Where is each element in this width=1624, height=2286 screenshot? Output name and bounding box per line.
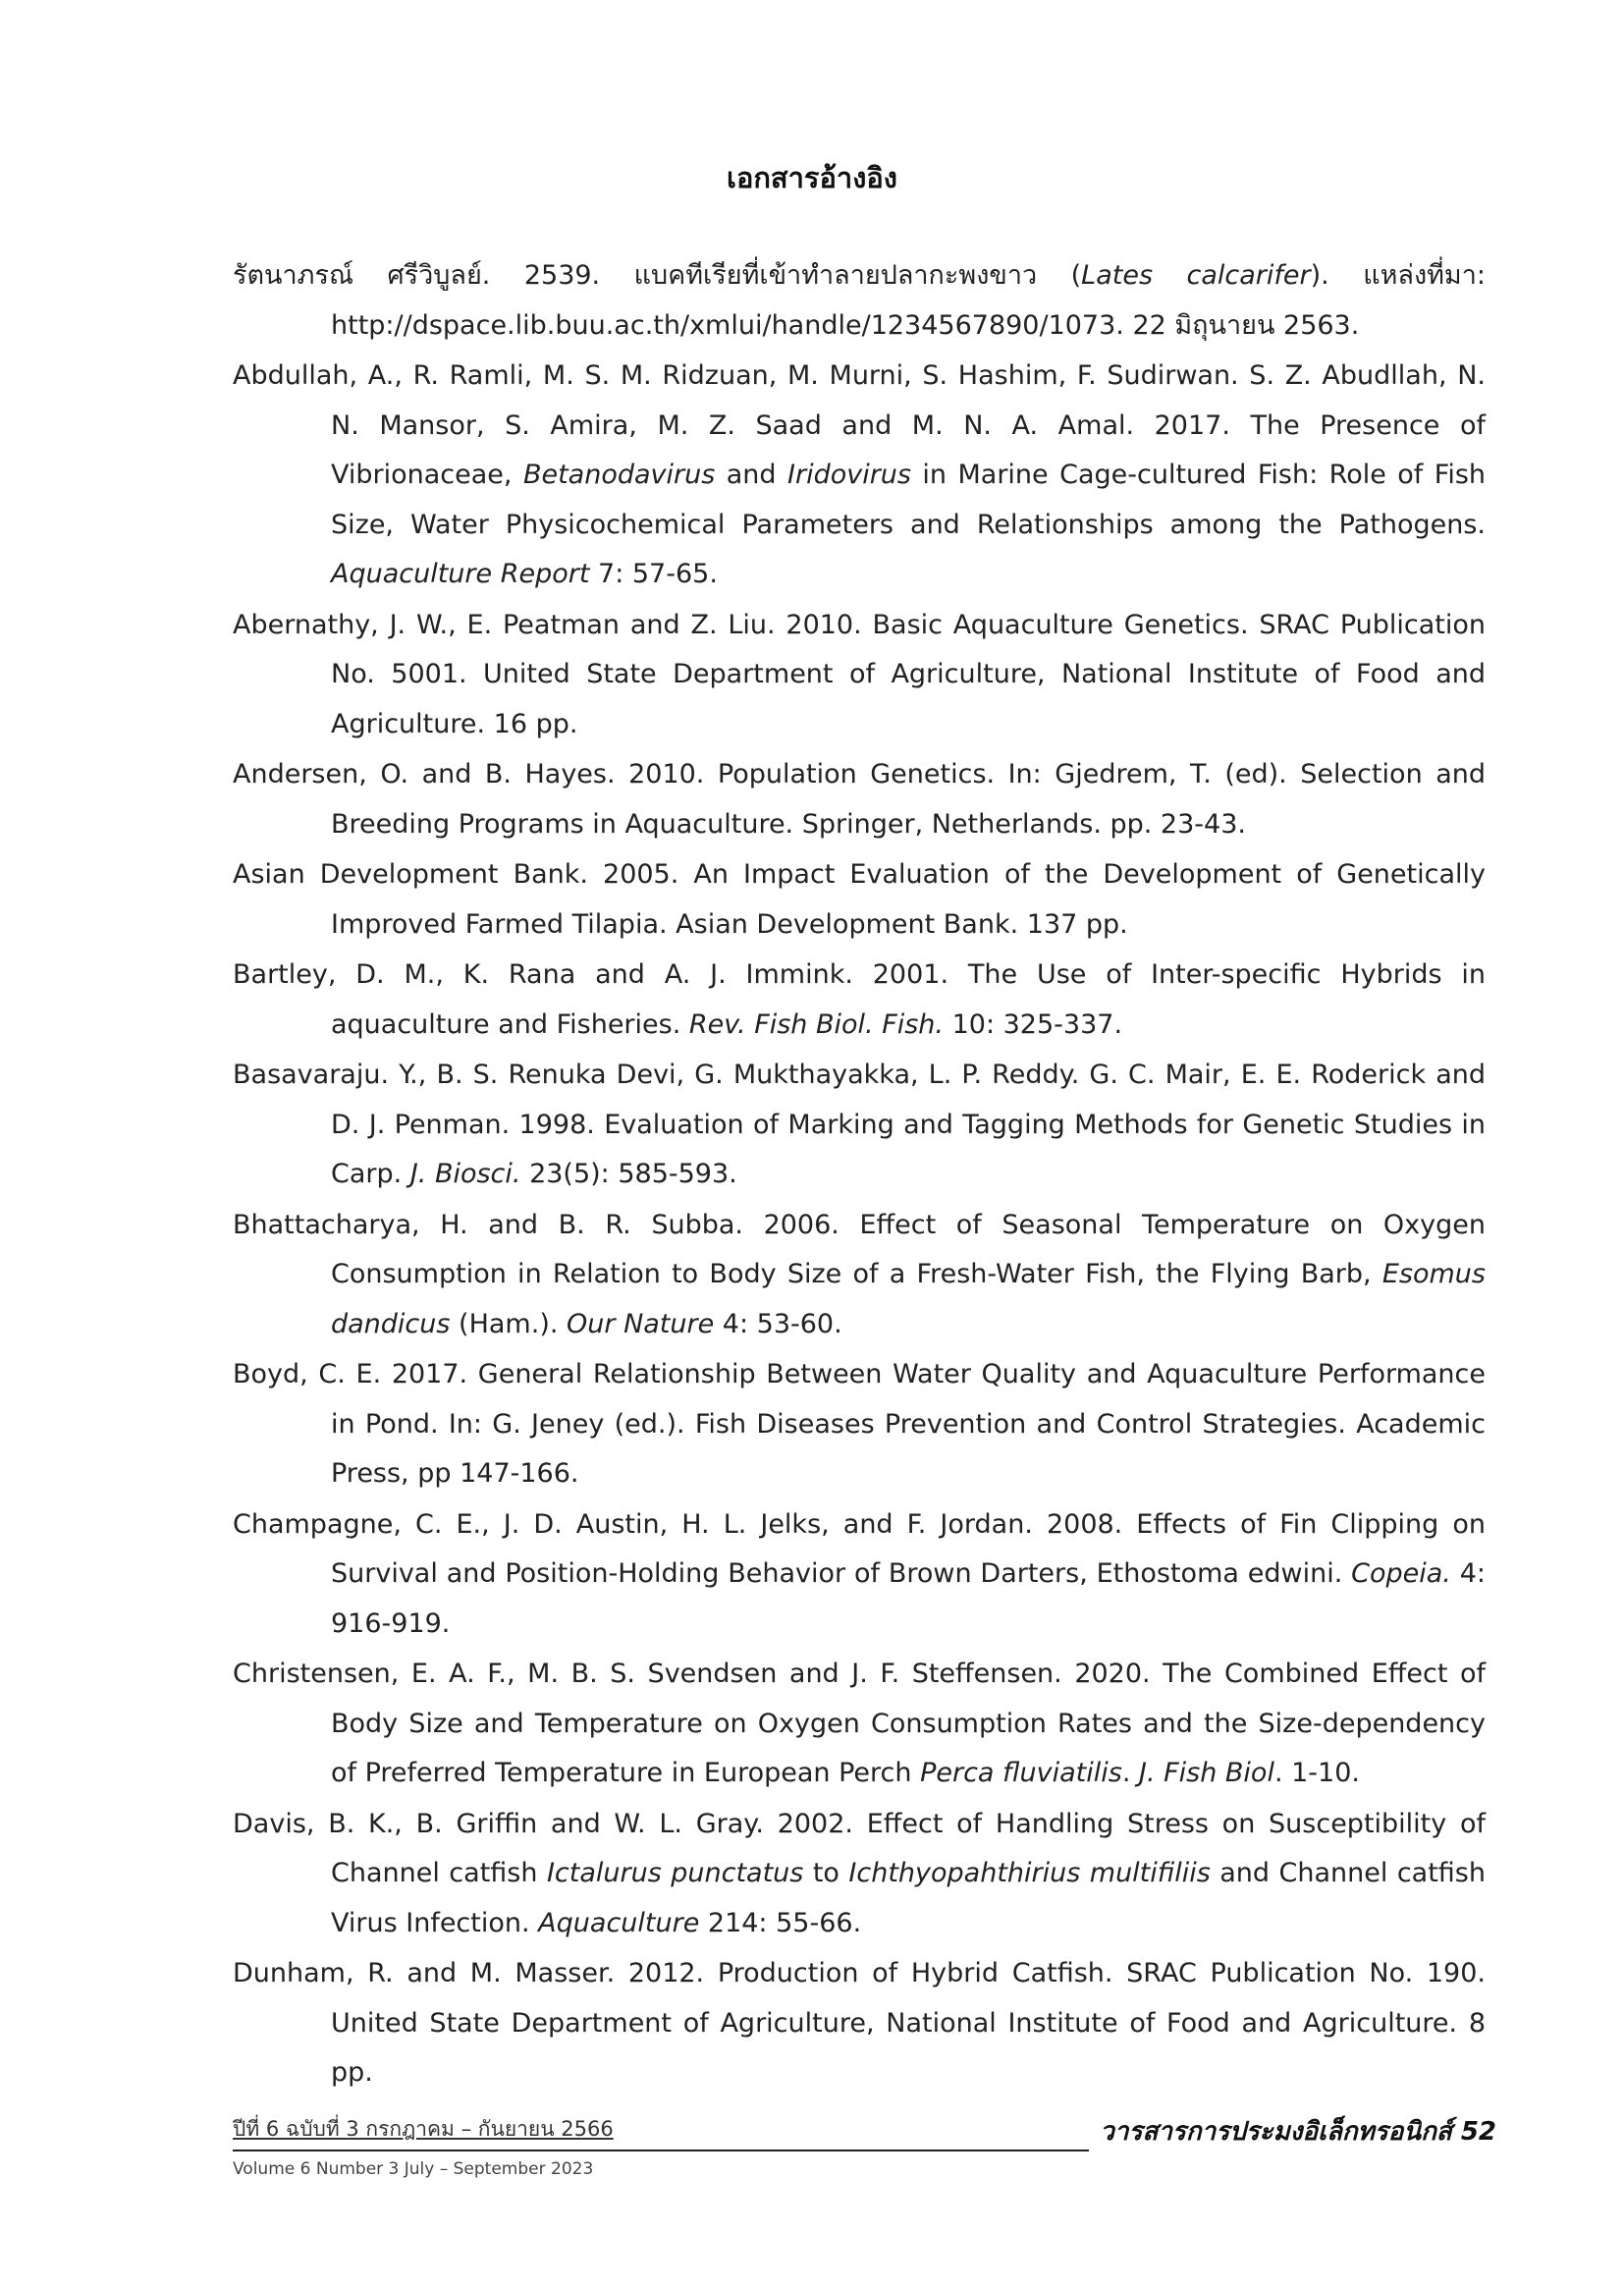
reference-text: Christensen, E. A. F., M. B. S. Svendsen and J. F. Steffensen. 2020. The Combined Effect of Body Size and Temperature on Oxygen Consumption Rates and the Size-dependency of Preferred Temperature in European Perch [233,1659,1486,1788]
reference-italic-text: Copeia. [1351,1558,1451,1589]
reference-entry [233,1201,1486,1350]
reference-text: ). แหล่งที่มา: http://dspace.lib.buu.ac.th/xmlui/handle/1234567890/1073. 22 มิถุนายน 2563. [331,260,1486,341]
reference-text: 4: 916-919. [331,1558,1486,1639]
reference-italic-text: Lates calcarifer [1081,260,1311,291]
reference-entry [233,951,1486,1050]
reference-text: . [1121,1758,1139,1788]
reference-italic-text: Betanodavirus [522,460,716,490]
reference-text: Abernathy, J. W., E. Peatman and Z. Liu. 2010. Basic Aquaculture Genetics. SRAC Publication No. 5001. United State Department of Agriculture, National Institute of Food and Agriculture. 16 pp. [233,609,1486,739]
reference-italic-text: Esomus dandicus [331,1259,1486,1339]
reference-entry [233,601,1486,750]
reference-list [233,251,1486,2099]
reference-entry [233,850,1486,950]
reference-entry [233,1949,1486,2098]
page-title: เอกสารอ้างอิง [727,161,897,194]
reference-text: Bhattacharya, H. and B. R. Subba. 2006. Effect of Seasonal Temperature on Oxygen Consumption in Relation to Body Size of a Fresh-Water Fish, the Flying Barb, [233,1209,1486,1289]
reference-entry [233,1800,1486,1949]
reference-text: Asian Development Bank. 2005. An Impact Evaluation of the Development of Genetically Improved Farmed Tilapia. Asian Development Bank. 137 pp. [233,859,1486,940]
reference-text: 7: 57-65. [589,559,718,589]
reference-text: รัตนาภรณ์ ศรีวิบูลย์. 2539. แบคทีเรียที่เข้าทำลายปลากะพงขาว ( [233,260,1082,291]
reference-text: to [803,1858,849,1888]
reference-text: 10: 325-337. [944,1008,1123,1040]
reference-italic-text: Perca fluviatilis [920,1758,1122,1788]
reference-italic-text: Iridovirus [787,460,911,490]
reference-text: Basavaraju. Y., B. S. Renuka Devi, G. Mukthayakka, L. P. Reddy. G. C. Mair, E. E. Roderick and D. J. Penman. 1998. Evaluation of Marking and Tagging Methods for Genetic Studies in Carp. [233,1060,1486,1189]
footer-divider [233,2150,1089,2151]
reference-italic-text: Rev. Fish Biol. Fish. [688,1008,945,1040]
reference-italic-text: Aquaculture Report [331,559,590,589]
reference-text: . 1-10. [1273,1758,1360,1788]
reference-italic-text: Our Nature [567,1308,715,1339]
reference-entry [233,1650,1486,1799]
reference-italic-text: J. Biosci. [409,1159,521,1189]
reference-text: 4: 53-60. [714,1308,842,1339]
reference-text: Champagne, C. E., J. D. Austin, H. L. Jelks, and F. Jordan. 2008. Effects of Fin Clipping on Survival and Position-Holding Behavior of Brown Darters, Ethostoma edwini. [233,1508,1486,1589]
reference-entry [233,251,1486,351]
footer-issue-english: Volume 6 Number 3 July – September 2023 [233,2159,594,2179]
reference-text: Abdullah, A., R. Ramli, M. S. M. Ridzuan, M. Murni, S. Hashim, F. Sudirwan. S. Z. Abudllah, N. N. Mansor, S. Amira, M. Z. Saad and M. N. A. Amal. 2017. The Presence of Vibrionaceae, [233,360,1486,490]
reference-text: Andersen, O. and B. Hayes. 2010. Population Genetics. In: Gjedrem, T. (ed). Selection and Breeding Programs in Aquaculture. Springer, Netherlands. pp. 23-43. [233,759,1486,840]
reference-text: 23(5): 585-593. [520,1159,737,1189]
reference-italic-text: J. Fish Biol [1138,1758,1274,1788]
reference-entry [233,750,1486,849]
footer-journal [1100,2111,1496,2151]
footer-journal-name: วารสารการประมงอิเล็กทรอนิกส์ [1100,2117,1452,2147]
reference-text: 214: 55-66. [699,1907,862,1938]
reference-entry [233,352,1486,600]
reference-text: Davis, B. K., B. Griffin and W. L. Gray. 2002. Effect of Handling Stress on Susceptibility of Channel catfish [233,1808,1486,1888]
reference-italic-text: Aquaculture [538,1907,700,1938]
reference-text: in Marine Cage-cultured Fish: Role of Fish Size, Water Physicochemical Parameters and Relationships among the Pathogens. [331,460,1487,540]
reference-text: and [715,460,787,490]
reference-text: and Channel catfish Virus Infection. [331,1858,1486,1938]
reference-text: Bartley, D. M., K. Rana and A. J. Immink. 2001. The Use of Inter-specific Hybrids in aquaculture and Fisheries. [233,959,1486,1040]
footer-issue-thai: ปีที่ 6 ฉบับที่ 3 กรกฎาคม – กันยายน 2566 [233,2117,614,2141]
reference-entry [233,1350,1486,1499]
reference-entry [233,1500,1486,1650]
reference-text: (Ham.). [450,1308,568,1339]
footer-issue [233,2113,614,2179]
reference-italic-text: Ictalurus punctatus [546,1858,804,1888]
reference-entry [233,1051,1486,1200]
page-number: 52 [1460,2117,1496,2147]
reference-italic-text: Ichthyopahthirius multifiliis [848,1858,1211,1888]
reference-text: Dunham, R. and M. Masser. 2012. Production of Hybrid Catfish. SRAC Publication No. 190. United State Department of Agriculture, National Institute of Food and Agriculture. 8 pp. [233,1958,1486,2088]
reference-text: Boyd, C. E. 2017. General Relationship Between Water Quality and Aquaculture Performance in Pond. In: G. Jeney (ed.). Fish Diseases Prevention and Control Strategies. Academic Press, pp 147-166. [233,1359,1486,1489]
